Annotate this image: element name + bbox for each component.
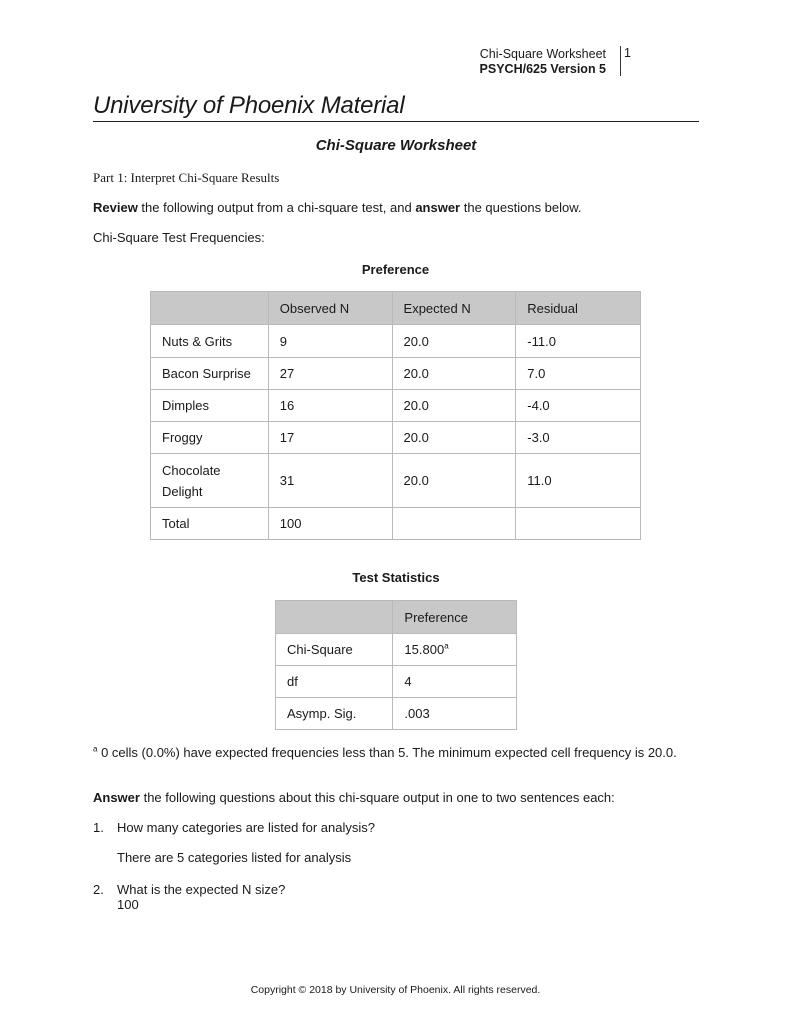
residual-cell: -4.0	[516, 390, 641, 422]
questions-intro-text: the following questions about this chi-square output in one to two sentences each:	[139, 790, 615, 805]
table-row	[151, 422, 641, 454]
table-row	[151, 390, 641, 422]
test-statistics-title: Test Statistics	[352, 570, 440, 585]
statistic-label: Asymp. Sig.	[276, 698, 393, 730]
table-header-row	[151, 292, 641, 325]
answer-text: 100	[117, 897, 139, 912]
table-row	[276, 634, 517, 666]
expected-cell	[392, 508, 516, 540]
expected-cell: 20.0	[392, 358, 516, 390]
statistic-label: Chi-Square	[276, 634, 393, 666]
observed-cell: 17	[268, 422, 392, 454]
footnote-marker: a	[93, 744, 98, 754]
question-text: What is the expected N size?	[117, 882, 286, 897]
column-header	[276, 601, 393, 634]
category-cell: Total	[151, 508, 269, 540]
copyright-footer: Copyright © 2018 by University of Phoenix. All rights reserved.	[250, 984, 541, 996]
question-number: 1.	[93, 820, 104, 835]
category-cell: Bacon Surprise	[151, 358, 269, 390]
table-row	[151, 358, 641, 390]
column-header: Preference	[393, 601, 517, 634]
questions-intro	[93, 790, 615, 805]
column-header: Observed N	[268, 292, 392, 325]
test-statistics-table	[275, 600, 517, 730]
residual-cell: -11.0	[516, 325, 641, 358]
part-heading: Part 1: Interpret Chi-Square Results	[93, 170, 280, 185]
category-cell: Dimples	[151, 390, 269, 422]
column-header: Residual	[516, 292, 641, 325]
table-row	[276, 666, 517, 698]
category-cell: Nuts & Grits	[151, 325, 269, 358]
question-number: 2.	[93, 882, 104, 897]
answer-bold: Answer	[93, 790, 140, 805]
footnote	[93, 745, 677, 760]
statistic-value: .003	[393, 698, 517, 730]
statistic-label: df	[276, 666, 393, 698]
institution-title: University of Phoenix Material	[93, 92, 405, 119]
instructions	[93, 200, 582, 215]
table-header-row	[276, 601, 517, 634]
title-divider	[93, 121, 699, 122]
review-bold: Review	[93, 200, 138, 215]
category-cell: Froggy	[151, 422, 269, 454]
category-line: Delight	[162, 483, 203, 499]
residual-cell: 11.0	[516, 454, 641, 508]
footnote-text: 0 cells (0.0%) have expected frequencies less than 5. The minimum expected cell frequency is 20.0.	[97, 745, 677, 760]
question-text: How many categories are listed for analysis?	[117, 820, 375, 835]
frequencies-label: Chi-Square Test Frequencies:	[93, 230, 265, 245]
observed-cell: 9	[268, 325, 392, 358]
category-cell	[151, 454, 269, 508]
category-line: Chocolate	[162, 462, 221, 478]
page-number: 1	[624, 46, 631, 60]
course-version: PSYCH/625 Version 5	[479, 62, 606, 76]
expected-cell: 20.0	[392, 454, 516, 508]
observed-cell: 100	[268, 508, 392, 540]
column-header: Expected N	[392, 292, 516, 325]
expected-cell: 20.0	[392, 325, 516, 358]
observed-cell: 16	[268, 390, 392, 422]
residual-cell: -3.0	[516, 422, 641, 454]
review-mid: the following output from a chi-square test, and	[137, 200, 416, 215]
chi-square-value: 15.800	[404, 642, 445, 657]
observed-cell: 31	[268, 454, 392, 508]
expected-cell: 20.0	[392, 390, 516, 422]
table-row	[276, 698, 517, 730]
preference-table	[150, 291, 641, 540]
running-header	[474, 46, 621, 76]
table-row	[151, 508, 641, 540]
column-header	[151, 292, 269, 325]
expected-cell: 20.0	[392, 422, 516, 454]
footnote-marker: a	[444, 641, 449, 651]
document-title: Chi-Square Worksheet	[315, 137, 477, 154]
residual-cell	[516, 508, 641, 540]
statistic-value: 4	[393, 666, 517, 698]
observed-cell: 27	[268, 358, 392, 390]
answer-bold: answer	[415, 200, 461, 215]
statistic-value	[393, 634, 517, 666]
residual-cell: 7.0	[516, 358, 641, 390]
review-end: the questions below.	[460, 200, 582, 215]
preference-table-title: Preference	[361, 262, 430, 277]
table-row	[151, 454, 641, 508]
table-row	[151, 325, 641, 358]
answer-text: There are 5 categories listed for analysis	[117, 850, 352, 865]
running-title: Chi-Square Worksheet	[479, 47, 606, 61]
